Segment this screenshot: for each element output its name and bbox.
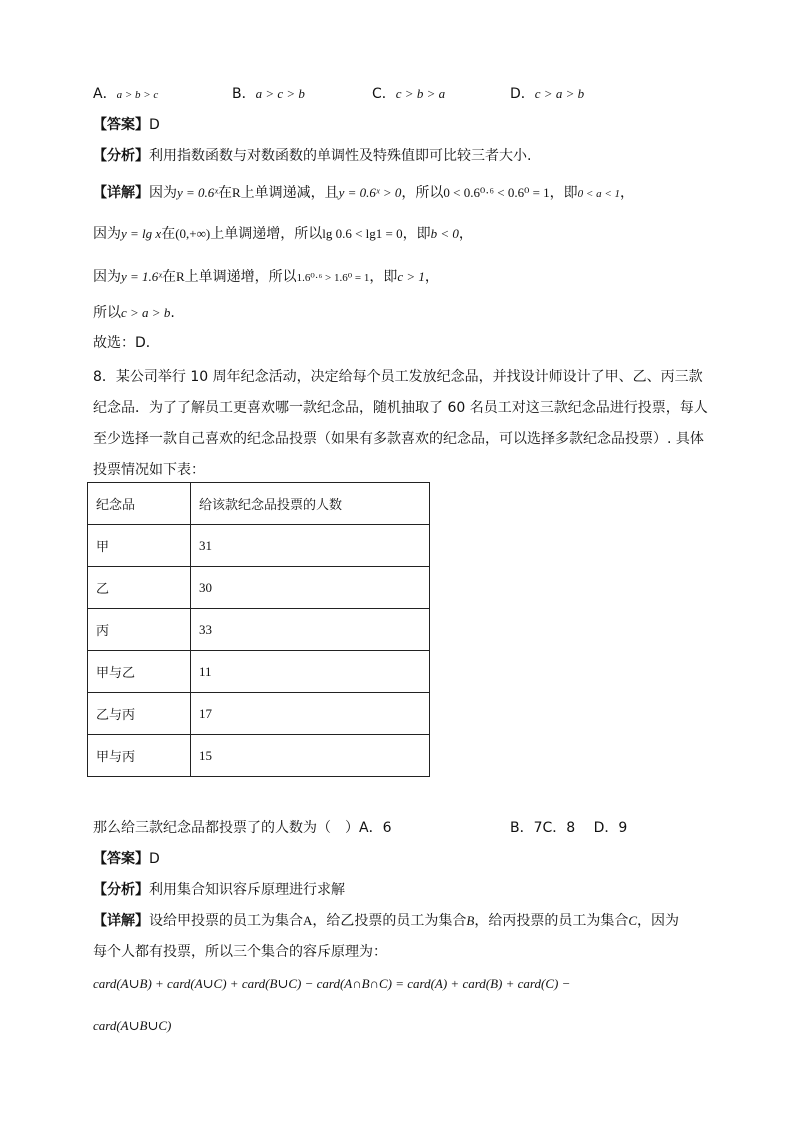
q7-detail-tag: 【详解】 (93, 185, 149, 201)
option-a-letter: A． (93, 86, 117, 102)
table-cell: 乙与丙 (88, 693, 191, 735)
math-expr: y = lg x (121, 226, 162, 241)
option-c-letter: C． (372, 86, 396, 102)
table-row (88, 735, 430, 777)
math-expr: 0 < a < 1 (577, 188, 621, 200)
math-expr: (0,+∞) (175, 226, 211, 241)
text: ，即 (402, 226, 431, 242)
text: 上单调递增，所以 (184, 269, 297, 285)
q8-detail-tag: 【详解】 (93, 913, 149, 929)
q7-answer-line (93, 114, 160, 134)
q7-analysis-line (93, 145, 531, 165)
q7-analysis: 利用指数函数与对数函数的单调性及特殊值即可比较三者大小. (149, 148, 532, 164)
q7-detail-line-4 (93, 302, 175, 322)
vote-table (87, 482, 430, 777)
text: ， (458, 226, 473, 242)
text: 在 (161, 269, 176, 285)
text: 设给甲投票的员工为集合 (149, 913, 303, 929)
q8-options-rest: B．7C．8 D．9 (510, 820, 628, 836)
q8-detail-line-2: 每个人都有投票，所以三个集合的容斥原理为： (93, 944, 387, 960)
table-row (88, 567, 430, 609)
math-expr: A (303, 913, 313, 928)
math-expr: c > a > b (121, 305, 171, 320)
q7-detail-line-1 (93, 182, 634, 202)
math-expr: B (466, 913, 475, 928)
math-expr: R (231, 185, 241, 200)
option-b-expr: a > c > b (255, 86, 305, 101)
text: ，即 (369, 269, 398, 285)
table-cell: 甲与乙 (88, 651, 191, 693)
option-a-expr: a > b > c (116, 89, 159, 101)
q8-answer: D (149, 851, 160, 867)
text: ， (620, 185, 635, 201)
text: ，即 (549, 185, 578, 201)
table-cell: 33 (191, 609, 430, 651)
math-expr: y = 0.6ˣ > 0 (338, 185, 402, 200)
table-cell: 丙 (88, 609, 191, 651)
text: ，所以 (401, 185, 444, 201)
q8-stem-2: 纪念品．为了了解员工更喜欢哪一款纪念品，随机抽取了 60 名员工对这三款纪念品进行投票，每人 (93, 400, 708, 416)
table-cell: 30 (191, 567, 430, 609)
text: 因为 (93, 226, 121, 242)
math-expr: C (628, 913, 638, 928)
option-c (372, 83, 445, 103)
option-c-expr: c > b > a (395, 86, 446, 101)
q7-analysis-tag: 【分析】 (93, 148, 149, 164)
option-a (93, 83, 158, 103)
math-expr: 1.6⁰·⁶ > 1.6⁰ = 1 (296, 272, 370, 284)
q8-formula-line-2: card(A∪B∪C) (93, 1018, 172, 1033)
q8-stem-4: 投票情况如下表： (93, 462, 205, 478)
option-d (510, 83, 584, 103)
table-cell: 11 (191, 651, 430, 693)
option-d-expr: c > a > b (534, 86, 585, 101)
q8-answer-tag: 【答案】 (93, 851, 149, 867)
q8-stem-1: 8．某公司举行 10 周年纪念活动，决定给每个员工发放纪念品，并找设计师设计了甲、乙、丙三款 (93, 369, 703, 385)
option-d-letter: D． (510, 86, 535, 102)
text: ， (424, 269, 439, 285)
text: 在 (217, 185, 232, 201)
table-header-row (88, 483, 430, 525)
q8-analysis-line (93, 879, 345, 899)
q7-answer: D (149, 117, 160, 133)
q8-question: 那么给三款纪念品都投票了的人数为（ ）A．6 (93, 820, 392, 836)
math-expr: 0 < 0.6⁰·⁶ < 0.6⁰ = 1 (443, 185, 550, 200)
math-expr: lg 0.6 < lg1 = 0 (322, 226, 403, 241)
table-header: 给该款纪念品投票的人数 (191, 483, 430, 525)
text: ，因为 (637, 913, 680, 929)
q8-analysis-tag: 【分析】 (93, 882, 149, 898)
q8-formula-line-1: card(A∪B) + card(A∪C) + card(B∪C) − card(A∩B∩C) = card(A) + card(B) + card(C) − (93, 976, 571, 991)
text: 上单调递减，且 (240, 185, 339, 201)
text: 所以 (93, 305, 121, 321)
text: ，给乙投票的员工为集合 (312, 913, 467, 929)
q8-analysis: 利用集合知识容斥原理进行求解 (149, 882, 345, 898)
math-expr: y = 1.6ˣ (121, 269, 162, 284)
q7-detail-line-3 (93, 266, 439, 286)
table-row (88, 525, 430, 567)
text: 因为 (149, 185, 177, 201)
option-b (232, 83, 305, 103)
text: 上单调递增，所以 (210, 226, 323, 242)
option-b-letter: B． (232, 86, 256, 102)
text: ，给丙投票的员工为集合 (474, 913, 629, 929)
table-cell: 15 (191, 735, 430, 777)
text: 在 (161, 226, 176, 242)
text: . (170, 305, 175, 321)
math-expr: y = 0.6ˣ (177, 185, 218, 200)
table-row (88, 609, 430, 651)
q8-stem-3: 至少选择一款自己喜欢的纪念品投票（如果有多款喜欢的纪念品，可以选择多款纪念品投票）. 具体 (93, 431, 704, 447)
table-cell: 甲 (88, 525, 191, 567)
table-cell: 31 (191, 525, 430, 567)
table-row (88, 651, 430, 693)
table-header: 纪念品 (88, 483, 191, 525)
q7-answer-tag: 【答案】 (93, 117, 149, 133)
table-cell: 甲与丙 (88, 735, 191, 777)
q8-detail-line-1 (93, 910, 679, 930)
math-expr: c > 1 (397, 269, 425, 284)
math-expr: b < 0 (430, 226, 459, 241)
q7-choose: 故选：D． (93, 335, 160, 351)
table-row (88, 693, 430, 735)
text: 因为 (93, 269, 121, 285)
table-cell: 乙 (88, 567, 191, 609)
table-cell: 17 (191, 693, 430, 735)
math-expr: R (175, 269, 185, 284)
q7-detail-line-2 (93, 223, 473, 243)
q8-answer-line (93, 848, 160, 868)
